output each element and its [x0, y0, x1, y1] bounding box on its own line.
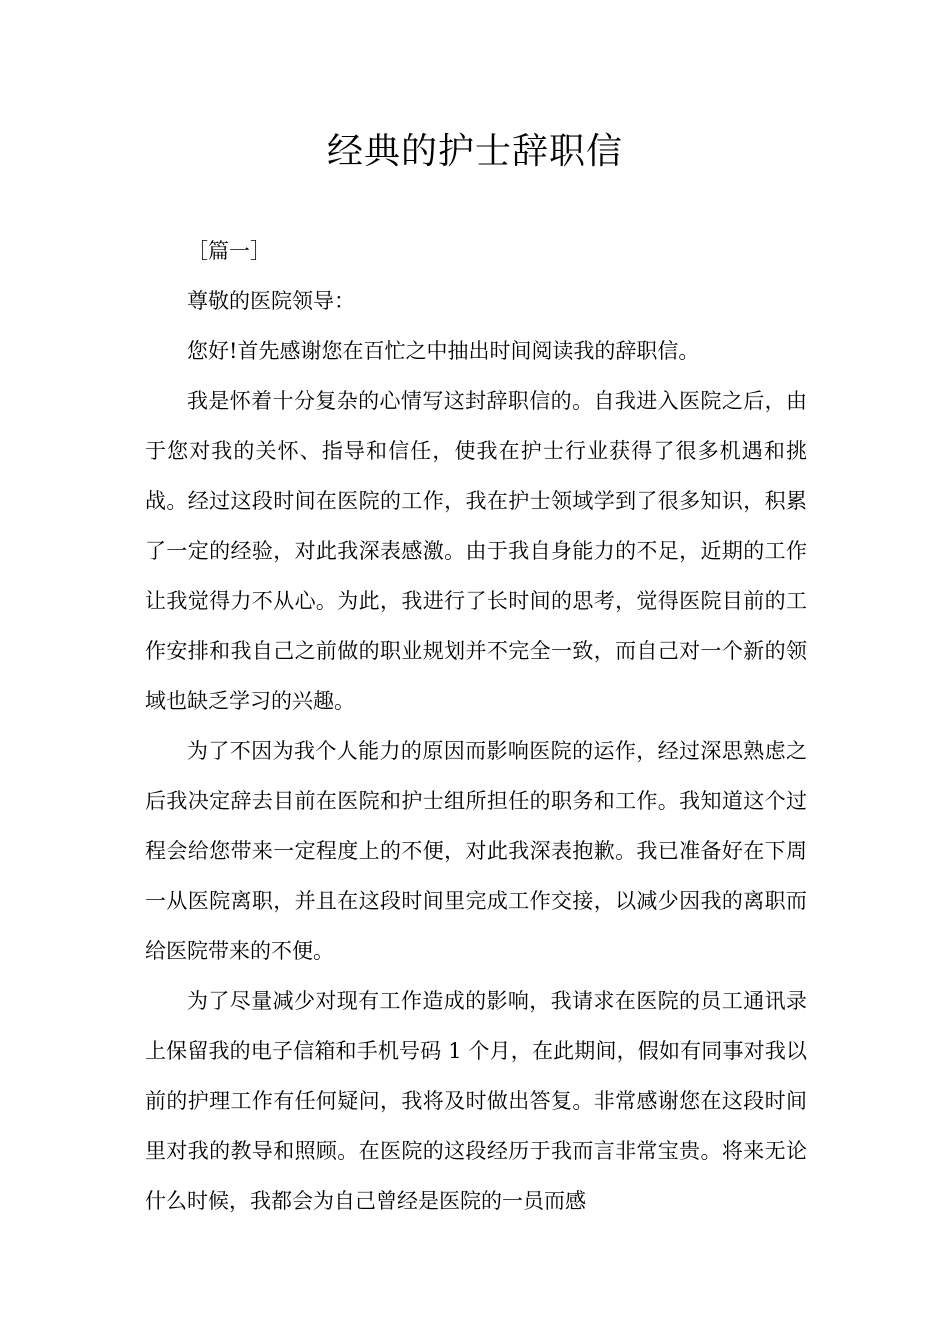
salutation: 尊敬的医院领导：	[187, 289, 355, 313]
document-title: 经典的护士辞职信	[326, 131, 623, 172]
document-body	[145, 226, 807, 1226]
section-label: ［篇一］	[187, 239, 271, 263]
body-paragraph: 为了尽量减少对现有工作造成的影响，我请求在医院的员工通讯录上保留我的电子信箱和手机号码 1 个月，在此期间，假如有同事对我以前的护理工作有任何疑问，我将及时做出答复。非常感谢您在这段时间里对我的教导和照顾。在医院的这段经历于我而言非常宝贵。将来无论什么时候，我都会为自己曾经是医院的一员而感	[145, 989, 807, 1213]
body-paragraph: 我是怀着十分复杂的心情写这封辞职信的。自我进入医院之后，由于您对我的关怀、指导和信任，使我在护士行业获得了很多机遇和挑战。经过这段时间在医院的工作，我在护士领域学到了很多知识，积累了一定的经验，对此我深表感激。由于我自身能力的不足，近期的工作让我觉得力不从心。为此，我进行了长时间的思考，觉得医院目前的工作安排和我自己之前做的职业规划并不完全一致，而自己对一个新的领域也缺乏学习的兴趣。	[145, 389, 807, 713]
greeting-paragraph: 您好!首先感谢您在百忙之中抽出时间阅读我的辞职信。	[187, 339, 700, 363]
body-paragraph: 为了不因为我个人能力的原因而影响医院的运作，经过深思熟虑之后我决定辞去目前在医院和护士组所担任的职务和工作。我知道这个过程会给您带来一定程度上的不便，对此我深表抱歉。我已准备好在下周一从医院离职，并且在这段时间里完成工作交接，以减少因我的离职而给医院带来的不便。	[145, 739, 807, 963]
